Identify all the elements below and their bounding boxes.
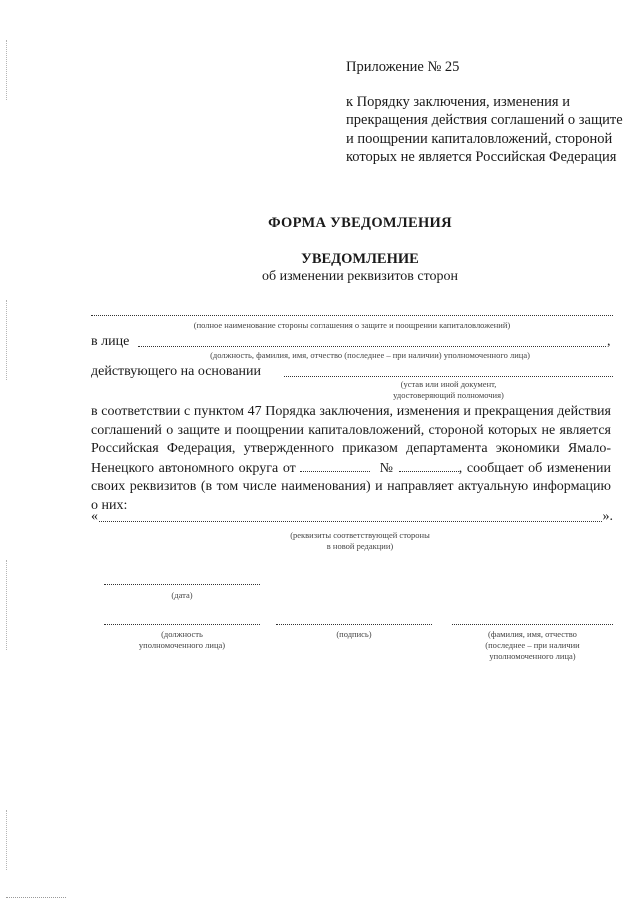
body-paragraph — [91, 403, 611, 516]
full-name-caption-1: (фамилия, имя, отчество — [488, 629, 577, 639]
scan-edge-mark — [6, 560, 8, 650]
details-line — [99, 521, 602, 522]
body-text-1: в соответствии с пунктом 47 Порядка заключения, изменения и прекращения действия соглашений о защите и поощрении капиталовложений, стороной которых не является Российская Федерация, утвержденного приказом департамента экономики Ямало-Ненецкого автономного округа от — [91, 404, 611, 476]
position-caption-1: (должность — [161, 629, 203, 639]
full-name-caption-2: (последнее – при наличии — [485, 640, 580, 650]
appendix-reference: к Порядку заключения, изменения и прекращения действия соглашений о защите и поощрении капиталовложений, стороной которых не является Российская Федерация — [346, 94, 623, 166]
full-name-caption-3: уполномоченного лица) — [489, 651, 576, 661]
details-caption-1: (реквизиты соответствующей стороны — [290, 530, 430, 540]
close-quote: ». — [602, 509, 613, 524]
details-caption-2: в новой редакции) — [326, 541, 394, 551]
acting-basis-label: действующего на основании — [91, 364, 262, 379]
scan-edge-mark — [6, 40, 8, 100]
acting-basis-line — [284, 376, 613, 377]
in-person-comma: , — [607, 334, 611, 349]
party-name-line — [91, 315, 613, 316]
notice-subtitle: об изменении реквизитов сторон — [261, 269, 459, 284]
in-person-line — [138, 346, 606, 347]
full-name-line — [452, 624, 613, 625]
number-sign: № — [379, 460, 395, 476]
scan-bottom-mark — [6, 897, 66, 898]
date-line — [104, 584, 260, 585]
scan-edge-mark — [6, 810, 8, 870]
details-row — [91, 508, 613, 526]
date-blank — [300, 459, 370, 472]
acting-caption-2: удостоверяющий полномочия) — [393, 390, 504, 400]
open-quote: « — [91, 509, 98, 524]
position-line — [104, 624, 260, 625]
acting-caption-1: (устав или иной документ, — [400, 379, 497, 389]
person-caption: (должность, фамилия, имя, отчество (последнее – при наличии) уполномоченного лица) — [210, 350, 530, 360]
body-text-2: , сообщает об изменении своих реквизитов (в том числе наименования) и направляет актуальную информацию о них: — [91, 460, 611, 513]
scan-edge-mark — [6, 300, 8, 380]
signature-line — [276, 624, 432, 625]
number-blank — [399, 459, 459, 472]
appendix-number: Приложение № 25 — [346, 59, 460, 75]
date-caption: (дата) — [171, 590, 193, 600]
form-title: ФОРМА УВЕДОМЛЕНИЯ — [268, 215, 452, 231]
notice-title: УВЕДОМЛЕНИЕ — [301, 251, 419, 267]
position-caption-2: уполномоченного лица) — [138, 640, 226, 650]
signature-caption: (подпись) — [336, 629, 372, 639]
in-person-label: в лице — [91, 334, 130, 349]
party-name-caption: (полное наименование стороны соглашения о защите и поощрении капиталовложений) — [193, 320, 511, 330]
